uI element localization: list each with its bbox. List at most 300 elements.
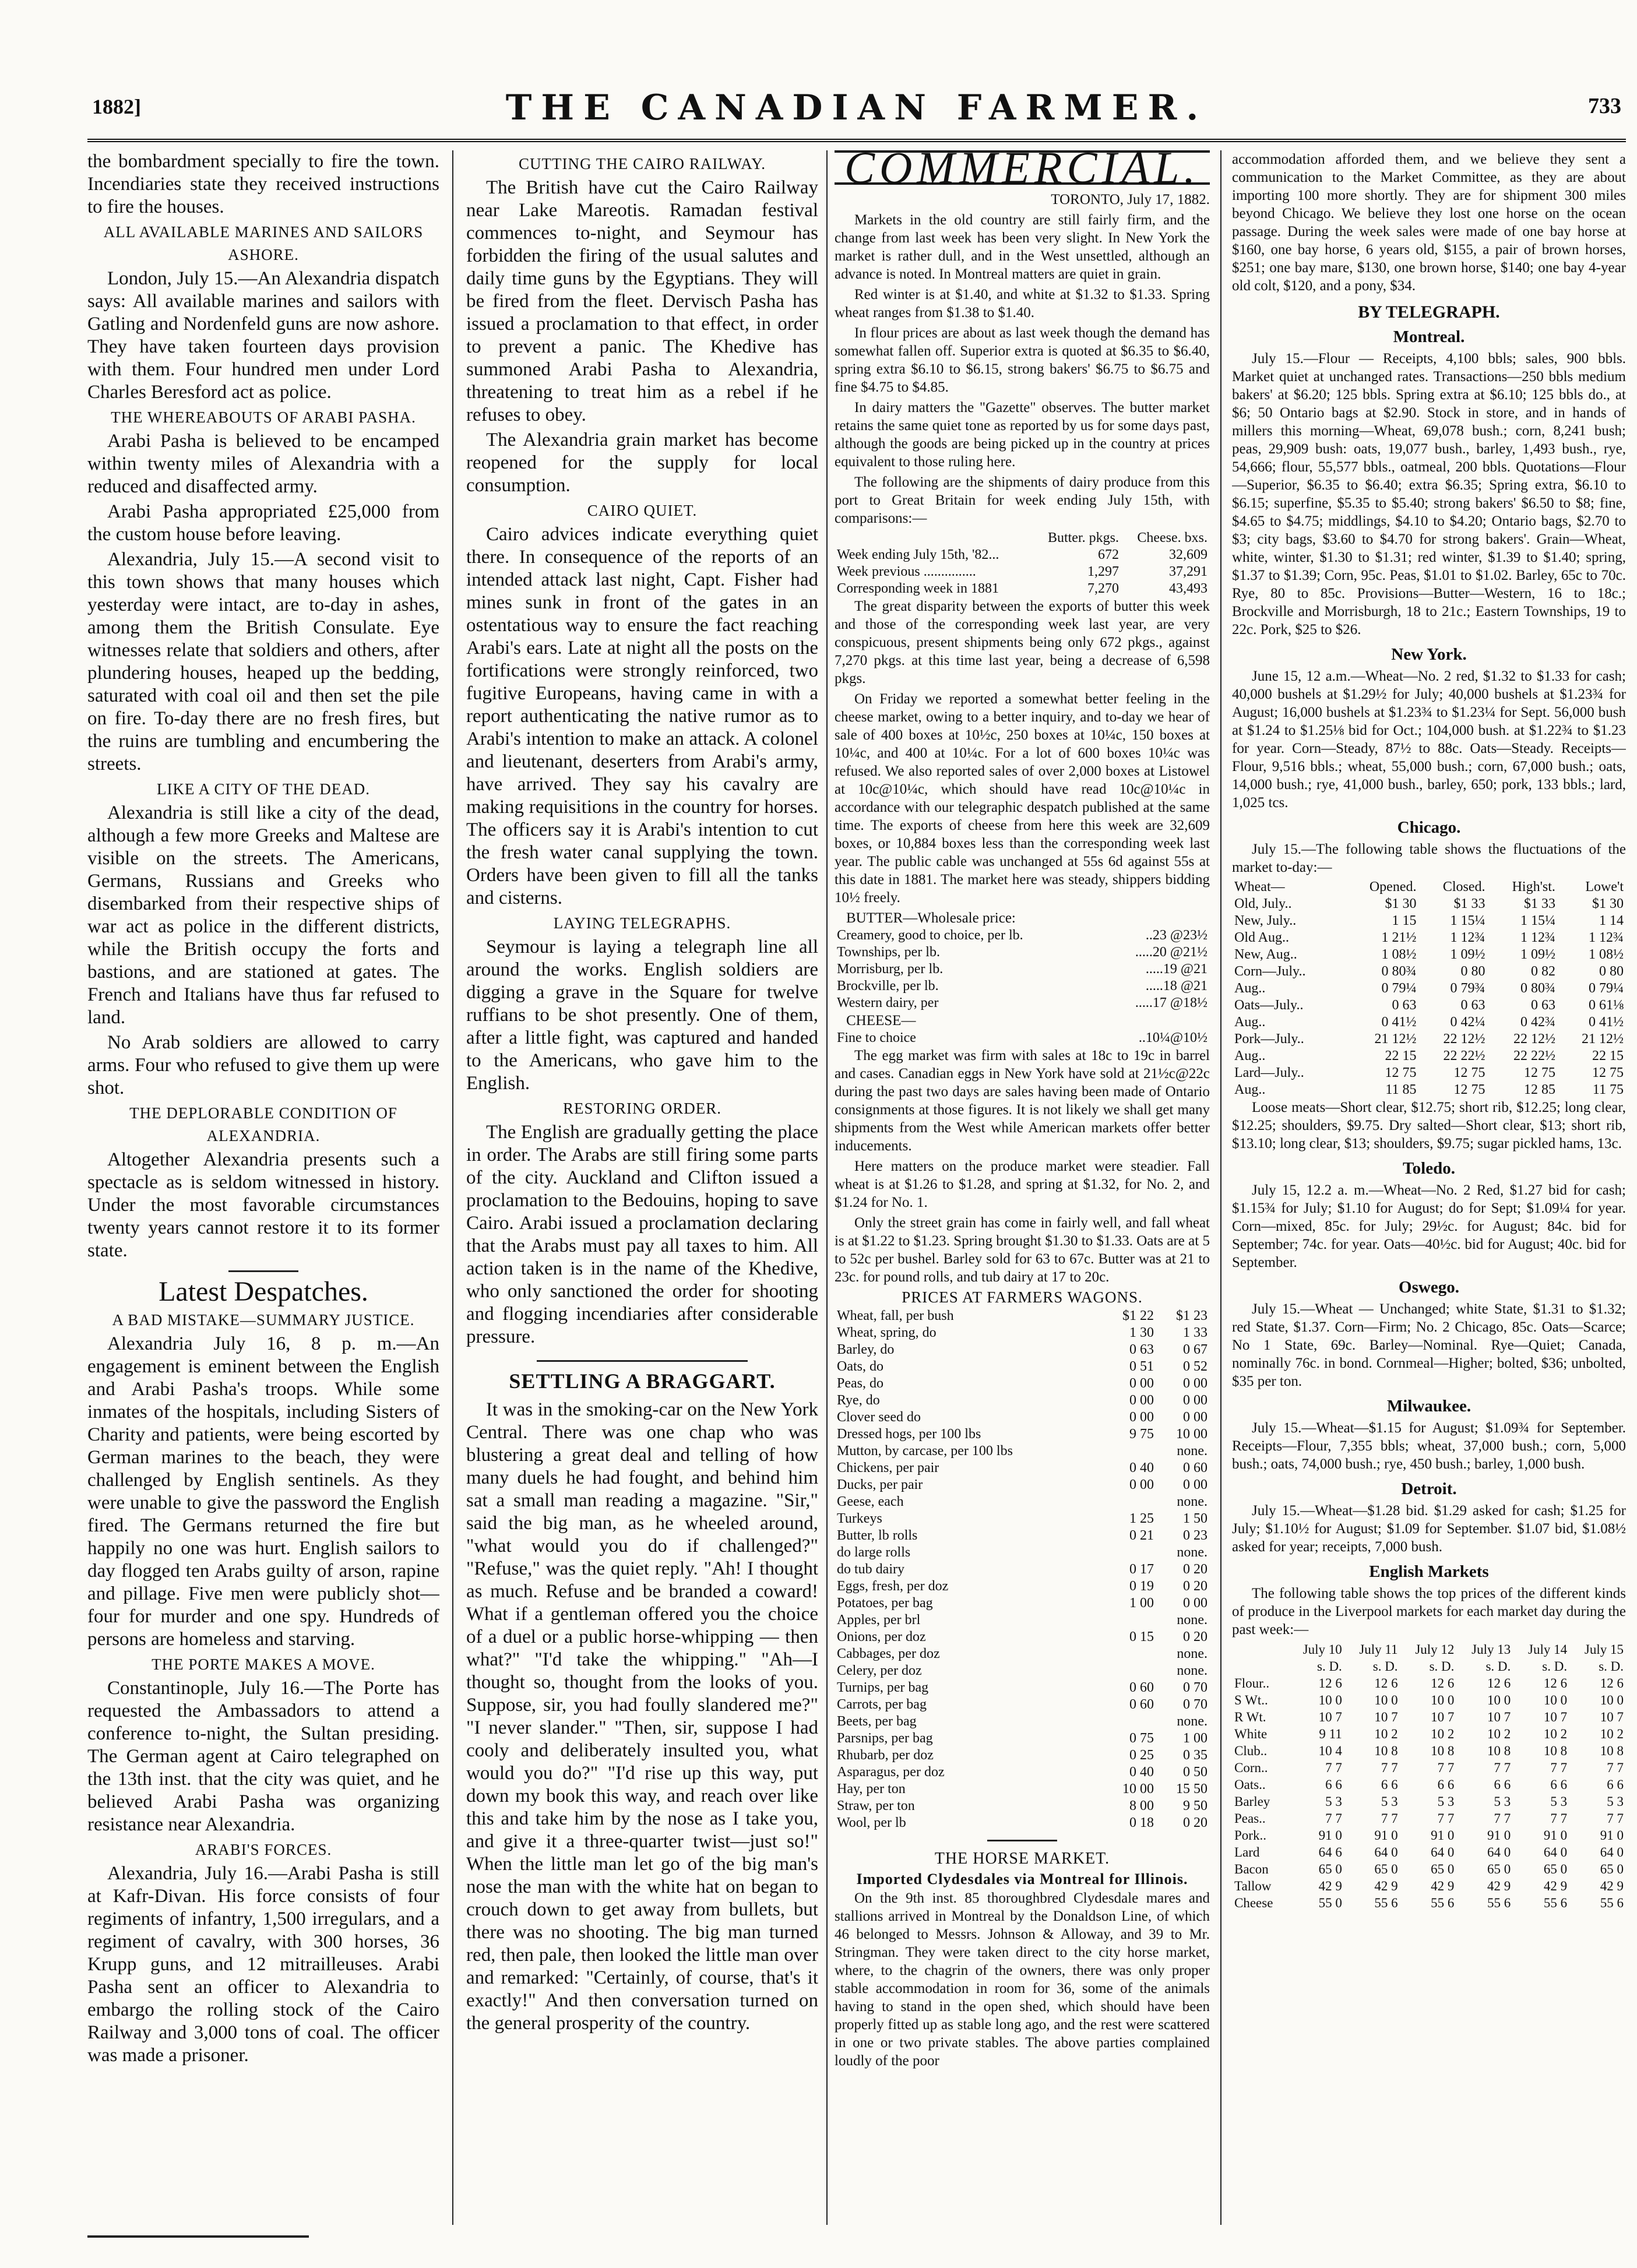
table-header-row [1232,1641,1626,1658]
table-cell: Brockville, per lb. [837,978,939,994]
table-cell: none. [1177,1714,1207,1729]
table-cell: Aug.. [1234,1048,1266,1063]
table-cell: 12 75 [1453,1065,1485,1080]
column-2 [466,150,818,2225]
table-cell: 10 0 [1487,1693,1511,1707]
table-row [835,1426,1210,1443]
table-cell: 64 0 [1374,1845,1398,1860]
table-cell: 0 63 [1129,1342,1154,1357]
table-row [1232,929,1626,946]
table-cell: 1 33 [1183,1325,1207,1340]
table-row [835,978,1210,995]
divider [228,1270,298,1272]
table-header: July 15 [1584,1642,1624,1657]
table-cell: Morrisburg, per lb. [837,962,944,977]
city-heading: Toledo. [1403,1159,1455,1178]
table-cell: 0 82 [1530,964,1555,979]
article-text: The great disparity between the exports of butter this week and those of the corresponding week last year, are very conspicuous, present shipments being only 672 pkgs., against 7,270 pkgs. at this time last year, being a decrease of 6,598 pkgs. [835,598,1210,686]
table-cell: none. [1177,1612,1207,1628]
table-cell: 0 70 [1183,1697,1207,1712]
table-cell: 0 80 [1599,964,1624,979]
table-cell: 0 00 [1129,1376,1154,1391]
article-text: It was in the smoking-car on the New York Central. There was one chap who was blustering a great deal and telling of how many duels he had fought, and behind him sat a small man reading a magazine. "Sir," said the big man, as he wheeled around, "what would you do if challenged?" "Refuse," was the quiet reply. "Ah! I thought as much. Refuse and be branded a coward! What if a gentleman offered you the choice of a duel or a public horse-whipping — then what?" "I'd take the whipping." "Ah—I thought so, thought from the looks of you. Suppose, sir, you had foully slandered me?" "I never slander." "Then, sir, suppose I had cooly and deliberately insulted you, what would you do?" "I'd rise up this way, put down my book this way, and reach over like this and take him by the nose as I take you, and give it a three-quarter twist—just so!" When the little man let go of the big man's nose the man with the white hat on began to crouch down to get away from bullets, but there was no shooting. The big man turned red, then pale, then looked the little man over and remarked: "Certainly, of course, that's it exactly!" And then conversation turned on the general prosperity of the country. [466,1399,818,2034]
table-row [835,1578,1210,1595]
table-cell [1103,1663,1156,1679]
table-cell: 0 19 [1129,1579,1154,1594]
commercial-heading: COMMERCIAL. [835,150,1210,185]
table-cell: 6 6 [1607,1777,1624,1792]
table-row [835,580,1210,597]
table-cell: 6 6 [1550,1777,1568,1792]
table-cell: Chickens, per pair [837,1460,939,1475]
table-row [835,1392,1210,1409]
table-cell: 10 2 [1374,1727,1398,1741]
table-cell: Flour.. [1234,1676,1270,1691]
table-row [1232,1709,1626,1725]
table-cell: 7 7 [1494,1760,1511,1775]
table-cell: Old, July.. [1234,896,1292,911]
table-cell: 0 20 [1183,1815,1207,1830]
table-cell: 0 42¼ [1450,1015,1485,1030]
table-header: s. D. [1599,1659,1624,1674]
table-cell: Club.. [1234,1744,1268,1758]
table-row [835,1510,1210,1527]
table-cell: 65 0 [1374,1862,1398,1876]
table-row [1232,1827,1626,1844]
table-row [1232,896,1626,913]
table-cell: $1 30 [1592,896,1624,911]
table-cell: 10 8 [1487,1744,1511,1758]
table-cell: 0 63 [1460,998,1485,1013]
article-text: In flour prices are about as last week though the demand has somewhat fallen off. Superior extra is quoted at $6.35 to $6.40, spring extra $6.10 to $6.15, strong bakers' $6.75 to $6.75 and fine $4.75 to $4.85. [835,325,1210,395]
table-row [1232,1082,1626,1098]
table-cell: 0 75 [1129,1731,1154,1746]
table-cell: 0 79¼ [1381,981,1417,996]
table-cell: 65 0 [1318,1862,1342,1876]
table-cell: .....20 @21½ [1135,945,1207,960]
table-cell: 42 9 [1487,1879,1511,1893]
table-cell: Cabbages, per doz [837,1646,940,1661]
table-cell: 12 75 [1523,1065,1555,1080]
table-cell: 55 6 [1431,1896,1455,1910]
table-row [835,1308,1210,1325]
article-text: In dairy matters the "Gazette" observes. The butter market retains the same quiet tone as reported by us for some days past, although the goods are being picked up in the country at prices equivalent to those ruling here. [835,400,1210,470]
table-row [835,1679,1210,1696]
table-cell: 5 3 [1325,1794,1342,1809]
table-header: July 10 [1302,1642,1342,1657]
table-cell: 22 15 [1592,1048,1624,1063]
table-cell: 42 9 [1600,1879,1624,1893]
cheese-label: CHEESE— [846,1013,916,1029]
table-cell: none. [1177,1443,1207,1459]
table-cell: Rhubarb, per doz [837,1748,934,1763]
table-cell: 0 00 [1129,1393,1154,1408]
table-cell: Ducks, per pair [837,1477,923,1492]
table-cell: Wheat, fall, per bush [837,1308,954,1323]
table-cell: Old Aug.. [1234,930,1290,945]
table-header: July 12 [1415,1642,1455,1657]
table-row [1232,1844,1626,1861]
table-cell: 65 0 [1600,1862,1624,1876]
section-heading: SETTLING A BRAGGART. [509,1369,776,1393]
table-row [835,927,1210,944]
table-cell: 91 0 [1318,1828,1342,1843]
table-row [835,1409,1210,1426]
table-cell: 0 63 [1392,998,1417,1013]
table-cell: 55 6 [1543,1896,1568,1910]
table-cell: 0 63 [1530,998,1555,1013]
table-header: July 14 [1528,1642,1568,1657]
city-heading: Milwaukee. [1386,1397,1471,1415]
table-cell: S Wt.. [1234,1693,1268,1707]
table-cell: 0 79¾ [1450,981,1485,996]
table-cell: 9 11 [1319,1727,1342,1741]
table-row [1232,997,1626,1014]
article-text: July 15.—Flour — Receipts, 4,100 bbls; sales, 900 bbls. Market quiet at unchanged rates. Transactions—250 bbls medium bakers' at $6.20; 125 bbls. Spring extra at $6.10; 125 bbls do., at $6; 50 Ontario bags at $2.90. Stock in store, and in hands of millers this morning—Wheat, 69,078 bush.; corn, 8,241 bush; peas, 29,909 bush: oats, 19,077 bush., barley, 1,493 bush., rye, 54,666; flour, 55,577 bbls., oatmeal, 200 bbls. Quotations—Flour—Superior, $6.35 to $6.40; extra $6.35; Spring extra, $6.10 to $6.15; superfine, $5.35 to $5.40; strong bakers' $6.50 to $8; fine, $4.65 to $4.75; middlings, $4.10 to $4.20; Ontario bags, $2.70 to $3; city bags, $3.60 to $4.70 for strong bakers'. Grain—Wheat, white, winter, $1.30 to $1.31; red winter, $1.39 to $1.40; spring, $1.37 to $1.39; Corn, 95c. Peas, $1.01 to $1.02. Barley, 65c to 70c. Rye, 80 to 85c. Provisions—Butter—Western, 16 to 18c.; Brockville and Morrisburgh, 18 to 21c.; Eastern Townships, 19 to 22c. Pork, $25 to $26. [1232,351,1626,638]
table-cell: 10 8 [1543,1744,1568,1758]
table-cell: Cheese [1234,1896,1273,1910]
table-cell: Tallow [1234,1879,1272,1893]
table-cell: 64 0 [1543,1845,1568,1860]
table-cell: 10 8 [1600,1744,1624,1758]
article-text: Red winter is at $1.40, and white at $1.32 to $1.33. Spring wheat ranges from $1.38 to $1.40. [835,287,1210,321]
table-cell: $1 22 [1122,1308,1154,1323]
table-cell: 672 [1097,547,1119,562]
table-cell: 8 00 [1129,1798,1154,1813]
table-cell: Week ending July 15th, '82... [837,547,999,562]
table-row [835,1629,1210,1646]
city-heading: New York. [1391,645,1467,664]
table-cell: 10 00 [1122,1781,1154,1797]
table-cell: 22 22½ [1443,1048,1485,1063]
section-heading: CUTTING THE CAIRO RAILWAY. [519,155,766,172]
table-header [835,530,1032,547]
table-cell: 22 12½ [1443,1031,1485,1047]
table-cell: 55 6 [1487,1896,1511,1910]
table-cell: Parsnips, per bag [837,1731,933,1746]
table-cell: Peas.. [1234,1811,1266,1826]
table-row [835,995,1210,1012]
table-cell [1103,1544,1156,1561]
section-heading: THE WHEREABOUTS OF ARABI PASHA. [111,408,416,426]
table-cell: 22 15 [1385,1048,1417,1063]
table-cell: 6 6 [1381,1777,1398,1792]
table-cell: 0 20 [1183,1562,1207,1577]
table-cell: Fine to choice [837,1030,916,1045]
table-cell: 0 00 [1129,1410,1154,1425]
table-cell: 91 0 [1487,1828,1511,1843]
table-cell: Peas, do [837,1376,883,1391]
column-rule [826,150,828,2225]
table-cell: Aug.. [1234,1015,1266,1030]
table-cell: Corresponding week in 1881 [837,581,999,596]
table-row [835,1460,1210,1477]
article-text: Alexandria July 16, 8 p. m.—An engagement is eminent between the English and Arabi Pasha's troops. While some inmates of the hospitals, including Sisters of Charity and patients, were being escorted by German marines to the beach, they were challenged by English sentinels. As they were unable to give the password the English fired. The Germans returned the fire but happily no one was hurt. English sailors to day flogged ten Arabs guilty of arson, rapine and pillage. Five men were publicly shot—four for murder and one spy. Hundreds of persons are homeless and starving. [87,1333,439,1650]
table-cell: 91 0 [1431,1828,1455,1843]
table-row [1232,1759,1626,1776]
table-cell: 0 00 [1129,1477,1154,1492]
table-cell: 0 00 [1183,1596,1207,1611]
table-row [835,547,1210,564]
table-cell: 12 75 [1453,1082,1485,1097]
table-row [835,1764,1210,1781]
table-cell: 10 7 [1543,1710,1568,1724]
table-cell: 0 79¼ [1589,981,1624,996]
table-row [835,1341,1210,1358]
section-heading: THE DEPLORABLE CONDITION OF ALEXANDRIA. [129,1104,397,1144]
table-row [835,1730,1210,1747]
by-telegraph-heading: BY TELEGRAPH. [1358,302,1500,322]
table-cell: 42 9 [1318,1879,1342,1893]
table-cell: Turkeys [837,1511,882,1526]
city-heading: English Markets [1369,1562,1489,1581]
table-cell: 0 80¾ [1520,981,1555,996]
table-cell: 7 7 [1381,1811,1398,1826]
table-cell: Corn.. [1234,1760,1268,1775]
table-cell: 1 14 [1599,913,1624,928]
table-cell: 0 41½ [1381,1015,1417,1030]
table-row [835,944,1210,961]
table-header: s. D. [1429,1659,1455,1674]
table-cell: Oats.. [1234,1777,1266,1792]
table-cell: Townships, per lb. [837,945,940,960]
masthead [87,87,1626,142]
table-row [835,1477,1210,1494]
table-row [835,1358,1210,1375]
table-row [835,1443,1210,1460]
table-cell: Mutton, by carcase, per 100 lbs [837,1443,1013,1459]
article-text: Only the street grain has come in fairly well, and fall wheat is at $1.22 to $1.23. Spring brought $1.30 to $1.33. Oats are at 5 to 52c per bushel. Barley sold for 63 to 67c. Butter was at 21 to 23c. for pound rolls, and tub dairy at 17 to 20c. [835,1215,1210,1285]
table-cell: 10 7 [1487,1710,1511,1724]
table-cell: 10 0 [1543,1693,1568,1707]
issue-year: 1882] [92,95,141,118]
table-row [835,1612,1210,1629]
table-cell: 0 20 [1183,1579,1207,1594]
table-cell: none. [1177,1494,1207,1509]
table-cell: Corn—July.. [1234,964,1306,979]
page-number: 733 [1588,94,1621,118]
section-heading: CAIRO QUIET. [587,502,698,519]
table-cell: $1 33 [1523,896,1555,911]
table-cell: 12 6 [1600,1676,1624,1691]
table-cell: R Wt. [1234,1710,1266,1724]
table-cell: 22 12½ [1513,1031,1555,1047]
table-row [835,1527,1210,1544]
table-row [1232,1878,1626,1894]
table-cell: .....19 @21 [1145,962,1207,977]
article-text: Constantinople, July 16.—The Porte has requested the Ambassadors to attend a conference to-night, the Sultan presiding. The German agent at Cairo telegraphed on the 13th inst. that the city was quiet, and he believed Arabi Pasha was organizing resistance near Alexandria. [87,1678,439,1835]
table-row [835,1544,1210,1561]
column-4 [1232,150,1626,2225]
table-cell: 21 12½ [1374,1031,1417,1047]
table-cell: 12 6 [1318,1676,1342,1691]
table-row [1232,946,1626,963]
city-heading: Montreal. [1393,327,1465,346]
table-cell: 65 0 [1543,1862,1568,1876]
table-cell: $1 23 [1176,1308,1207,1323]
table-header: Lowe't [1585,879,1624,894]
table-cell: 10 0 [1600,1693,1624,1707]
table-cell: 0 60 [1183,1460,1207,1475]
table-header: Cheese. bxs. [1137,530,1207,545]
table-row [835,1646,1210,1663]
table-cell: none. [1177,1663,1207,1678]
table-cell: 32,609 [1169,547,1207,562]
table-row [835,1696,1210,1713]
table-cell: 1 15¼ [1520,913,1555,928]
dairy-shipments-table [835,530,1210,597]
table-cell [1103,1713,1156,1730]
table-cell: 1 25 [1129,1511,1154,1526]
table-cell: .....18 @21 [1145,978,1207,994]
butter-label: BUTTER—Wholesale price: [846,910,1016,926]
section-heading: ARABI'S FORCES. [195,1841,332,1858]
table-cell: Creamery, good to choice, per lb. [837,928,1023,943]
table-cell: 0 52 [1183,1359,1207,1374]
table-cell: $1 30 [1385,896,1417,911]
table-cell: 12 6 [1374,1676,1398,1691]
table-header-row [835,530,1210,547]
table-header: s. D. [1372,1659,1398,1674]
table-cell: Lard [1234,1845,1260,1860]
table-row [1232,1675,1626,1692]
article-text: Cairo advices indicate everything quiet there. In consequence of the reports of an intended attack last night, Capt. Fisher had mines sunk in front of the gates in an ostentatious way to ensure the fact reaching Arabi's ears. Late at night all the posts on the fortifications were strongly reinforced, two fugitive Europeans, having came in with a report authenticating the native rumor as to Arabi's intention to make an attack. A colonel and lieutenant, deserters from Arabi's army, have arrived. They say his cavalry are making requisitions in the country for horses. The officers say it is Arabi's intention to cut the fresh water canal supplying the town. Orders have been given to fill all the tanks and cisterns. [466,524,818,908]
article-text: Alexandria, July 16.—Arabi Pasha is still at Kafr-Divan. His force consists of four regiments of infantry, 1,500 irregulars, and a regiment of cavalry, with 300 horses, 36 Krupp guns, and 12 mitrailleuses. Arabi Pasha sent an officer to Alexandria to embargo the rolling stock of the Cairo Railway and 3,000 tons of coal. The officer was made a prisoner. [87,1863,439,2066]
table-header: Butter. pkgs. [1047,530,1119,545]
table-cell: 10 8 [1431,1744,1455,1758]
column-1 [87,150,439,2225]
footer-rule [87,2235,309,2238]
table-cell: Pork.. [1234,1828,1266,1843]
city-heading: Chicago. [1397,818,1461,837]
article-text: July 15.—Wheat—$1.28 bid. $1.29 asked for cash; $1.25 for July; $1.10½ for August; $1.09 for September. $1.07 bid, $1.08½ asked for year; receipts, 7,000 bush. [1232,1503,1626,1555]
article-text: On the 9th inst. 85 thoroughbred Clydesdale mares and stallions arrived in Montreal by the Donaldson Line, of which 46 belonged to Messrs. Johnson & Alloway, and 39 to Mr. Stringman. They were taken direct to the city horse market, where, to the chagrin of the owners, there was only proper stable accommodation in room for 36, some of the animals having to stand in the open shed, which should have been properly fitted up as stable long ago, and the rest were scattered in one or two private stables. The above parties complained loudly of the poor [835,1890,1210,2069]
article-text: Seymour is laying a telegraph line all around the works. English soldiers are digging a grave in the Square for twelve ruffians to be shot presently. One of them, after a little fight, was captured and handed to the Americans, who gave him to the English. [466,936,818,1094]
table-cell: 10 2 [1543,1727,1568,1741]
table-cell: Butter, lb rolls [837,1528,918,1543]
table-cell: 42 9 [1543,1879,1568,1893]
table-cell: 15 50 [1176,1781,1207,1797]
table-cell: 6 6 [1325,1777,1342,1792]
table-cell: 55 6 [1374,1896,1398,1910]
table-cell: 1 12¾ [1450,930,1485,945]
section-heading: RESTORING ORDER. [562,1100,722,1117]
table-cell: 10 2 [1431,1727,1455,1741]
article-text: Altogether Alexandria presents such a spectacle as is seldom witnessed in history. Under the most favorable circumstances twenty years cannot restore it to its former state. [87,1149,439,1261]
article-text: London, July 15.—An Alexandria dispatch says: All available marines and sailors with Gatling and Nordenfeld guns are now ashore. They have taken fourteen days provision with them. Four hundred men under Lord Charles Beresford act as police. [87,268,439,403]
table-cell: 21 12½ [1582,1031,1624,1047]
table-cell: 1 12¾ [1520,930,1555,945]
city-heading: Detroit. [1401,1480,1457,1498]
table-cell: 0 15 [1129,1629,1154,1644]
table-cell [1103,1612,1156,1629]
table-cell: 0 51 [1129,1359,1154,1374]
dateline: TORONTO, July 17, 1882. [1051,192,1210,207]
farmers-wagons-price-table [835,1308,1210,1832]
table-row [835,1781,1210,1798]
article-text: June 15, 12 a.m.—Wheat—No. 2 red, $1.32 to $1.33 for cash; 40,000 bushels at $1.29½ for July; 40,000 bushels at $1.23¾ for August; 16,000 bushels at $1.23¾ to $1.23¼ for Sept. 56,000 bush at $1.24 to $1.25⅛ bid for Oct.; 104,000 bush. at $1.22¾ to $1.23 for year. Corn—Steady, 87½ to 88c. Oats—Steady. Receipts—Flour, 9,516 bbls.; wheat, 55,000 bush.; corn, 67,000 bush.; oats, 14,000 bush.; rye, 41,000 bush., barley, 650; pork, 133 bbls.; lard, 1,025 tcs. [1232,668,1626,811]
table-cell: 0 41½ [1589,1015,1624,1030]
table-cell: 7 7 [1607,1760,1624,1775]
table-cell: Western dairy, per [837,995,939,1010]
table-row [1232,1742,1626,1759]
article-text: the bombardment specially to fire the town. Incendiaries state they received instructions to fire the houses. [87,151,439,217]
table-cell: 1 00 [1183,1731,1207,1746]
table-cell: none. [1177,1646,1207,1661]
table-cell: 0 20 [1183,1629,1207,1644]
table-cell: 12 75 [1592,1065,1624,1080]
table-cell: do large rolls [837,1545,911,1560]
column-rule [1220,150,1221,2225]
latest-despatches-heading: Latest Despatches. [159,1276,368,1307]
table-header: High'st. [1512,879,1555,894]
section-heading: LAYING TELEGRAPHS. [553,914,731,932]
table-cell: 6 6 [1494,1777,1511,1792]
table-cell: 7 7 [1325,1811,1342,1826]
table-cell: Straw, per ton [837,1798,915,1813]
table-row [835,1325,1210,1341]
article-text: The following table shows the top prices of the different kinds of produce in the Liverpool markets for each market day during the past week:— [1232,1586,1626,1637]
table-header: Opened. [1369,879,1417,894]
table-cell: 0 61⅛ [1589,998,1624,1013]
article-text: The English are gradually getting the place in order. The Arabs are still firing some parts of the city. Auckland and Clifton issued a proclamation to the Bedouins, hoping to save Cairo. Arabi issued a proclamation declaring that the Arabs must pay all taxes to him. All action taken is in the name of the Khedive, who only sanctioned the order for shooting and flogging incendiaries after considerable pressure. [466,1122,818,1347]
table-header: Wheat— [1234,879,1285,894]
table-cell: 5 3 [1607,1794,1624,1809]
table-row [1232,1065,1626,1082]
table-cell: Lard—July.. [1234,1065,1304,1080]
table-cell: 0 80 [1460,964,1485,979]
table-row [835,1595,1210,1612]
table-cell: 7,270 [1087,581,1119,596]
table-cell: Barley, do [837,1342,895,1357]
table-row [1232,1048,1626,1065]
table-cell: 91 0 [1543,1828,1568,1843]
table-row [835,1815,1210,1832]
article-text: July 15.—The following table shows the fluctuations of the market to-day:— [1232,841,1626,875]
table-cell: 64 0 [1600,1845,1624,1860]
table-cell: 0 80¾ [1381,964,1417,979]
table-cell: 43,493 [1169,581,1207,596]
table-cell: 1 09½ [1520,947,1555,962]
table-cell: do tub dairy [837,1562,904,1577]
table-cell: 7 7 [1437,1811,1455,1826]
table-cell: 12 6 [1487,1676,1511,1691]
table-cell: 10 00 [1176,1427,1207,1442]
table-cell: ..23 @23½ [1145,928,1207,943]
table-cell: 0 50 [1183,1765,1207,1780]
table-cell: Wool, per lb [837,1815,906,1830]
table-row [1232,913,1626,929]
table-cell: 10 4 [1318,1744,1342,1758]
table-cell: 10 0 [1431,1693,1455,1707]
table-row [1232,1776,1626,1793]
table-cell: Onions, per doz [837,1629,926,1644]
section-heading: THE PORTE MAKES A MOVE. [152,1656,375,1673]
article-text: No Arab soldiers are allowed to carry arms. Four who refused to give them up were shot. [87,1032,439,1098]
table-cell: 1 21½ [1381,930,1417,945]
section-subheading: Imported Clydesdales via Montreal for Illinois. [856,1871,1188,1887]
table-header: July 13 [1471,1642,1511,1657]
section-heading: A BAD MISTAKE—SUMMARY JUSTICE. [112,1311,415,1329]
table-row [1232,1793,1626,1810]
table-cell: 10 7 [1374,1710,1398,1724]
table-cell [1103,1443,1156,1460]
table-cell: $1 33 [1453,896,1485,911]
article-text: July 15.—Wheat—$1.15 for August; $1.09¾ for September. Receipts—Flour, 7,355 bbls; wheat, 37,000 bush.; corn, 5,000 bush.; oats, 74,000 bush.; rye, 450 bush.; barley, 1,000 bush. [1232,1420,1626,1472]
article-text: Markets in the old country are still fairly firm, and the change from last week has been very slight. In New York the market is rather dull, and in the West unsettled, although an advance is noted. In Montreal matters are quiet in grain. [835,212,1210,282]
column-rule [452,150,453,2225]
table-cell: 7 7 [1550,1760,1568,1775]
